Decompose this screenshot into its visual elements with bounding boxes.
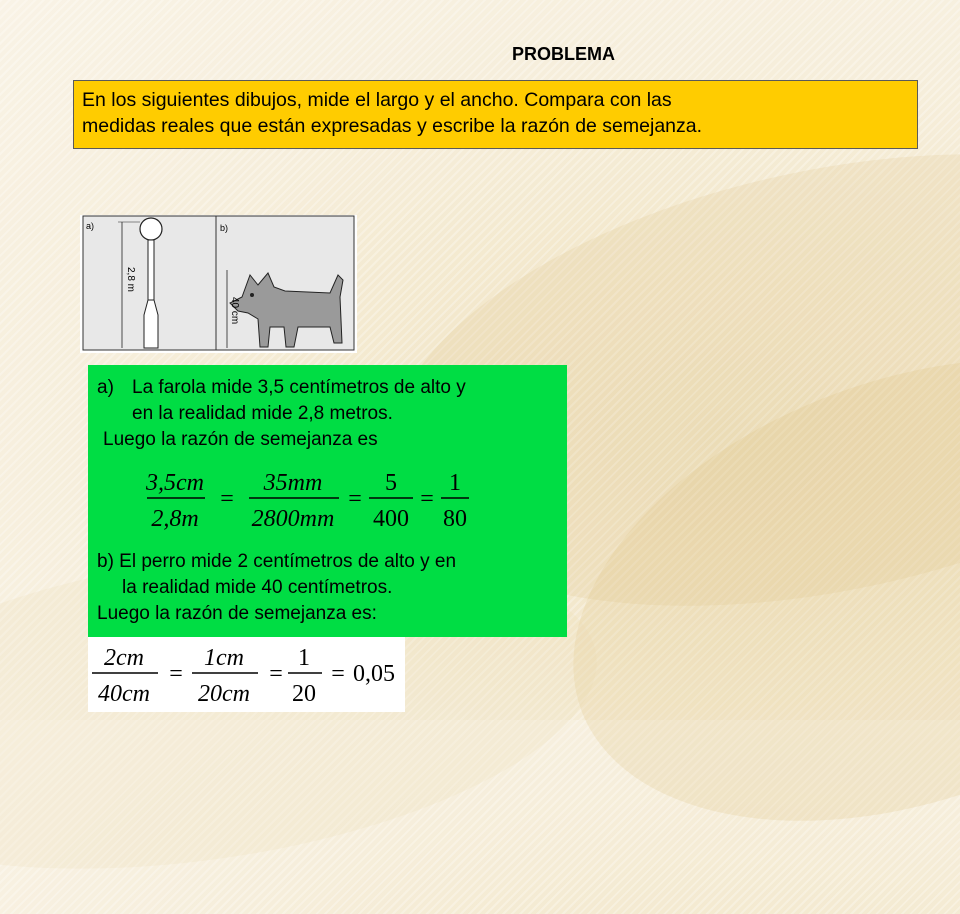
eq-b-f2-num: 1cm [204, 645, 244, 671]
answer-b-line-2: la realidad mide 40 centímetros. [122, 577, 393, 598]
answer-b-line-3: Luego la razón de semejanza es: [97, 603, 377, 624]
answer-box [88, 365, 567, 637]
eq-a-f1-den: 2,8m [151, 506, 199, 532]
eq-b-f3-num: 1 [298, 645, 310, 671]
eq-a-f4-den: 80 [443, 506, 467, 532]
eq-a-f1-num: 3,5cm [146, 470, 204, 496]
eq-a-sign-3: = [420, 486, 434, 512]
answer-a-line-1: La farola mide 3,5 centímetros de alto y [132, 377, 466, 398]
equation-a [143, 463, 483, 535]
eq-a-sign-2: = [348, 486, 362, 512]
intro-line-1: En los siguientes dibujos, mide el largo y el ancho. Compara con las [82, 89, 672, 111]
eq-b-f1-num: 2cm [104, 645, 144, 671]
eq-b-result: 0,05 [353, 661, 395, 687]
intro-line-2: medidas reales que están expresadas y escribe la razón de semejanza. [82, 115, 703, 137]
figure-measure-b: 40 cm [229, 297, 240, 325]
figure-drawing [80, 215, 357, 353]
figure-measure-a: 2,8 m [125, 267, 136, 293]
eq-b-sign-3: = [331, 661, 345, 687]
eq-b-f3-den: 20 [292, 681, 316, 707]
eq-b-sign-2: = [269, 661, 283, 687]
answer-a-marker: a) [97, 377, 114, 398]
page-title: PROBLEMA [512, 44, 615, 64]
figure-label-a: a) [86, 221, 95, 231]
answer-a-line-2: en la realidad mide 2,8 metros. [132, 403, 393, 424]
intro-box [73, 80, 918, 149]
eq-b-sign-1: = [169, 661, 183, 687]
eq-a-f2-den: 2800mm [251, 506, 335, 532]
figure-image [80, 215, 357, 353]
answer-a-line-3: Luego la razón de semejanza es [103, 429, 378, 450]
eq-a-f3-den: 400 [373, 506, 409, 532]
eq-a-f4-num: 1 [449, 470, 461, 496]
eq-a-sign-1: = [220, 486, 234, 512]
answer-b-line-1: b) El perro mide 2 centímetros de alto y en [97, 551, 457, 572]
figure-label-b: b) [220, 223, 229, 233]
eq-b-f1-den: 40cm [98, 681, 150, 707]
eq-b-f2-den: 20cm [198, 681, 250, 707]
eq-a-f3-num: 5 [385, 470, 397, 496]
equation-b [88, 637, 405, 712]
eq-a-f2-num: 35mm [263, 470, 323, 496]
